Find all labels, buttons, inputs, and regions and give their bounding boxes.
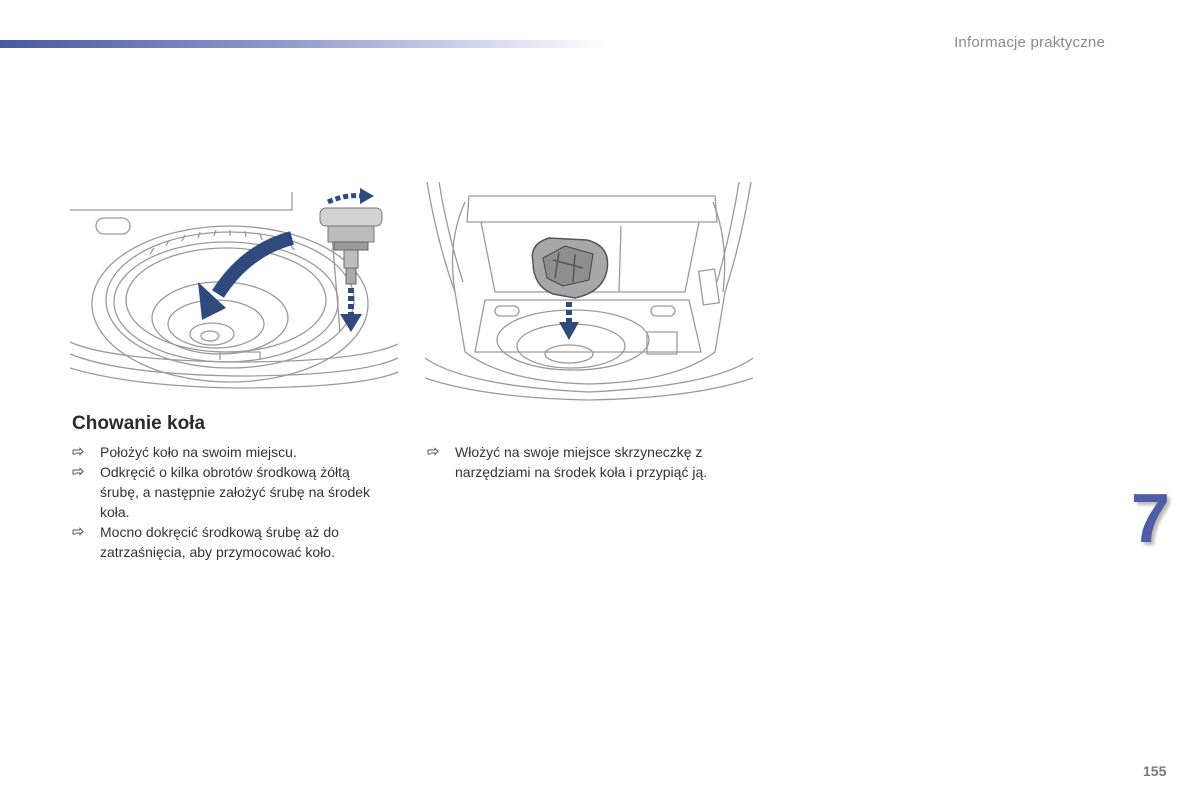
instruction-list-left	[72, 442, 392, 562]
top-decorative-band	[0, 40, 610, 48]
hand-pointer-icon	[72, 526, 84, 538]
list-item-text: Położyć koło na swoim miejscu.	[100, 444, 297, 460]
list-item	[72, 462, 392, 522]
section-header: Informacje praktyczne	[954, 34, 1105, 51]
hand-pointer-icon	[427, 446, 439, 458]
hand-pointer-icon	[72, 446, 84, 458]
list-item	[72, 522, 392, 562]
list-item-text: Włożyć na swoje miejsce skrzyneczkę z narzędziami na środek koła i przypiąć ją.	[455, 444, 708, 480]
section-title: Chowanie koła	[72, 413, 206, 434]
instruction-list-right	[427, 442, 747, 482]
page-number: 155	[1143, 763, 1167, 779]
list-item	[72, 442, 392, 462]
illustration-spare-wheel-placement	[70, 182, 398, 394]
list-item-text: Odkręcić o kilka obrotów środkową żółtą śrubę, a następnie założyć śrubę na środek koła.	[100, 464, 371, 520]
list-item	[427, 442, 747, 482]
chapter-number: 7	[1131, 479, 1170, 557]
list-item-text: Mocno dokręcić środkową śrubę aż do zatrzaśnięcia, aby przymocować koło.	[100, 524, 339, 560]
hand-pointer-icon	[72, 466, 84, 478]
illustration-toolbox-placement	[425, 182, 753, 402]
